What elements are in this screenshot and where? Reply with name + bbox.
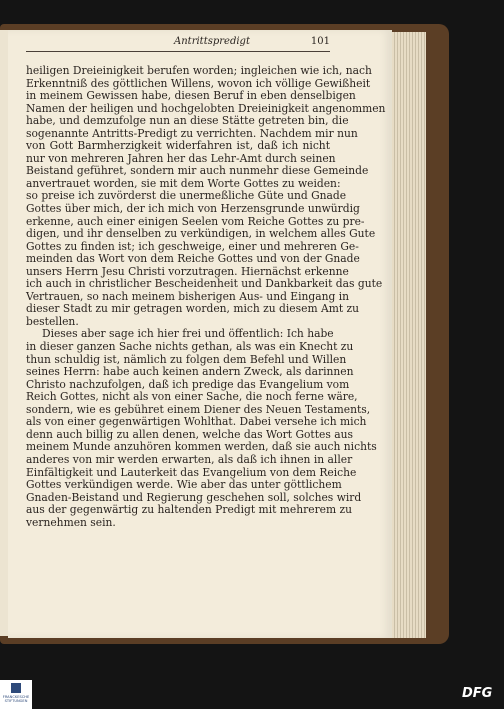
body-text [26, 64, 386, 529]
text-line: sondern, wie es gebühret einem Diener des Neuen Testaments, [26, 402, 371, 416]
page-number: 101 [310, 36, 330, 47]
text-line: denn auch billig zu allen denen, welche das Wort Gottes aus [26, 427, 353, 441]
text-line: meinem Munde anzuhören kommen werden, daß sie auch nichts [26, 440, 377, 454]
text-line: so preise ich zuvörderst die unermeßliche Güte und Gnade [26, 189, 347, 203]
text-line: in meinem Gewissen habe, diesen Beruf in eben denselbigen [26, 89, 356, 103]
library-logo[interactable] [0, 680, 32, 709]
text-line: Reich Gottes, nicht als von einer Sache, die noch ferne wäre, [26, 390, 358, 404]
text-line: Vertrauen, so nach meinem bisherigen Aus- und Eingang in [26, 289, 350, 303]
text-line: von Gott Barmherzigkeit widerfahren ist, daß ich nicht [26, 139, 330, 153]
text-line: Gottes über mich, der ich mich von Herzensgrunde unwürdig [26, 202, 360, 216]
text-line: Gnaden-Beistand und Regierung geschehen soll, solches wird [26, 490, 362, 504]
page-edges [386, 32, 426, 638]
text-line: thun schuldig ist, nämlich zu folgen dem Befehl und Willen [26, 352, 347, 366]
text-line: ich auch in christlicher Bescheidenheit und Dankbarkeit das gute [26, 277, 383, 291]
text-line: aus der gegenwärtig zu haltenden Predigt mit mehrerem zu [26, 503, 353, 517]
text-line: bestellen. [26, 314, 79, 328]
header-rule [26, 51, 330, 52]
text-line: dieser Stadt zu mir getragen worden, mich zu diesem Amt zu [26, 302, 360, 316]
text-line: meinden das Wort von dem Reiche Gottes und von der Gnade [26, 252, 360, 266]
text-line: Christo nachzufolgen, daß ich predige das Evangelium vom [26, 377, 350, 391]
text-line: Gottes verkündigen werde. Wie aber das unter göttlichem [26, 478, 342, 492]
library-emblem-icon [11, 683, 21, 693]
text-line: sogenannte Antritts-Predigt zu verrichten. Nachdem mir nun [26, 126, 358, 140]
viewer-footer [0, 679, 504, 709]
text-line: unsers Herrn Jesu Christi vorzutragen. Hiernächst erkenne [26, 264, 349, 278]
text-line: in dieser ganzen Sache nichts gethan, als was ein Knecht zu [26, 340, 354, 354]
text-line: Dieses aber sage ich hier frei und öffentlich: Ich habe [42, 327, 334, 341]
text-line: anderes von mir werden erwarten, als daß ich ihnen in aller [26, 452, 353, 466]
text-line: Gottes zu finden ist; ich geschweige, einer und mehreren Ge- [26, 239, 359, 253]
text-line: Erkenntniß des göttlichen Willens, wovon ich völlige Gewißheit [26, 76, 371, 90]
dfg-logo[interactable]: DFG [462, 686, 493, 701]
previous-page-edge [0, 30, 8, 636]
library-logo-text: FRANCKESCHE STIFTUNGEN [2, 695, 30, 703]
text-line: anvertrauet worden, sie mit dem Worte Gottes zu weiden: [26, 176, 341, 190]
text-line: erkenne, auch einer einigen Seelen vom Reiche Gottes zu pre- [26, 214, 365, 228]
text-line: Beistand geführet, sondern mir auch nunmehr diese Gemeinde [26, 164, 369, 178]
text-line: vernehmen sein. [26, 515, 116, 529]
text-line: Namen der heiligen und hochgelobten Dreieinigkeit angenommen [26, 101, 386, 115]
text-line: digen, und ihr denselben zu verkündigen, in welchem alles Gute [26, 227, 376, 241]
text-line: Einfältigkeit und Lauterkeit das Evangelium von dem Reiche [26, 465, 357, 479]
text-line: heiligen Dreieinigkeit berufen worden; ingleichen wie ich, nach [26, 64, 372, 77]
text-line: habe, und demzufolge nun an diese Stätte getreten bin, die [26, 114, 349, 128]
text-line: nur von mehreren Jahren her das Lehr-Amt durch seinen [26, 151, 336, 165]
running-title: Antrittspredigt [174, 36, 250, 47]
text-line: als von einer gegenwärtigen Wohlthat. Dabei versehe ich mich [26, 415, 367, 429]
text-line: seines Herrn: habe auch keinen andern Zweck, als darinnen [26, 365, 354, 379]
